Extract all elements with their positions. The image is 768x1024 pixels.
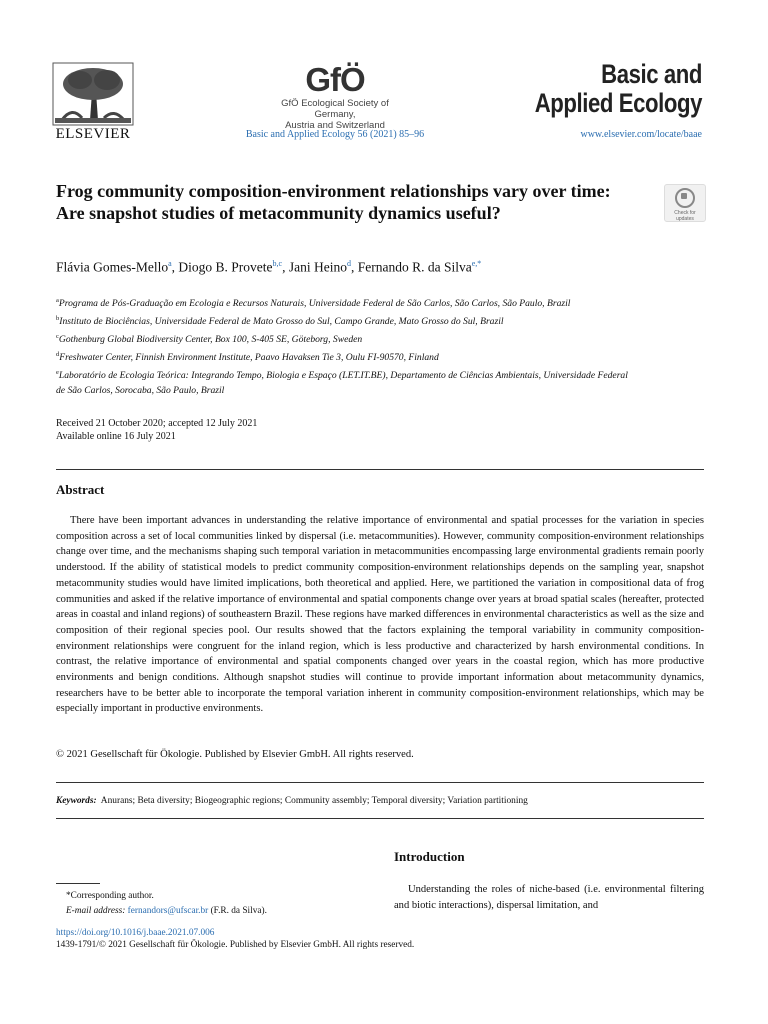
divider (56, 469, 704, 470)
author-name[interactable]: Flávia Gomes-Mello (56, 259, 169, 275)
available-date: Available online 16 July 2021 (56, 431, 176, 442)
divider (56, 818, 704, 819)
corresponding-author-note: *Corresponding author. (66, 891, 154, 901)
abstract-heading: Abstract (56, 482, 105, 497)
footnote-divider (56, 883, 100, 884)
keywords-text: Anurans; Beta diversity; Biogeographic regions; Community assembly; Temporal diversity; Variation partitioning (100, 796, 528, 806)
received-date: Received 21 October 2020; accepted 12 July 2021 (56, 418, 258, 429)
issn-line: 1439-1791/© 2021 Gesellschaft für Ökologie. Published by Elsevier GmbH. All rights reserved. (56, 940, 415, 950)
society-mark: GfÖ (305, 61, 365, 98)
introduction-heading: Introduction (394, 849, 465, 864)
affiliations (56, 294, 636, 399)
abstract-text: There have been important advances in understanding the relative importance of environmental and spatial processes for the variation in species composition across a set of local communities linked by dispersal (i.e. metacommunities). However, community composition-environment relationships change over time, and the mechanisms shaping such temporal variation in metacommunities encompassing large environmental gradients remain poorly understood. If the ability of statistical models to predict community composition-environment relationships depends on the sampling year, snapshot metacommunity studies would have limited implications, both theoretical and applied. Here, we partitioned the variation in compositional data of frog communities and asked if the relative importance of environmental and spatial components change over years at broad spatial scales (hereafter, protected areas in coastal and inland regions) of southeastern Brazil. These regions have marked differences in environmental characteristics as well as the size and composition of their regional species pool. Our results showed that the factors explaining the temporal variability in community composition-environment relationships were congruent for the inland region, which is less productive and characterized by harsh environmental conditions. In contrast, the relative importance of environmental and spatial components changed over years in the coastal region, which has more productive environments and benign conditions. Although snapshot studies will continue to provide important information about metacommunity dynamics, researchers have to be better able to incorporate the temporal variation inherent in community composition-environment relationships, which may be especially important in productive environments. (56, 515, 704, 715)
article-dates (56, 417, 257, 443)
doi-block (56, 927, 414, 951)
affiliation-item: $^e$Laboratório de Ecologia Teórica: Integrando Tempo, Biologia e Espaço (LET.IT.BE), Departamento de Ciências Ambientais, Universidade Federal de São Carlos, Sorocaba, São Paulo, Brazil (56, 368, 628, 396)
keywords (56, 796, 528, 806)
abstract-copyright: © 2021 Gesellschaft für Ökologie. Published by Elsevier GmbH. All rights reserved. (56, 749, 414, 760)
email-link[interactable]: fernandors@ufscar.br (127, 905, 209, 916)
affiliation-item: $^d$Freshwater Center, Finnish Environment Institute, Paavo Havaksen Tie 3, Oulu FI-90570, Finland (56, 350, 439, 364)
doi-link[interactable]: https://doi.org/10.1016/j.baae.2021.07.006 (56, 928, 215, 938)
affiliation-item: $^c$Gothenburg Global Biodiversity Center, Box 100, S-405 SE, Göteborg, Sweden (56, 332, 363, 346)
journal-title: Basic and Applied Ecology (534, 59, 702, 118)
publisher-name: ELSEVIER (55, 126, 131, 142)
introduction-text: Understanding the roles of niche-based (i.e. environmental filtering and biotic interactions), dispersal limitation, and (394, 884, 704, 911)
keywords-label: Keywords: (56, 796, 97, 806)
society-logo (260, 62, 410, 131)
author-name[interactable]: Diogo B. Provete (178, 259, 273, 275)
article-title: Frog community composition-environment relationships vary over time: Are snapshot studies of metacommunity dynamics useful? (56, 181, 611, 223)
society-name: GfÖ Ecological Society of Germany, Austria and Switzerland (281, 98, 389, 131)
update-icon (675, 188, 695, 208)
author-list: Flávia Gomes-Mello$^a$, Diogo B. Provete$^{b,c}$, Jani Heino$^d$, Fernando R. da Silva$^{e,*}$ (56, 259, 482, 275)
author-name[interactable]: Fernando R. da Silva (357, 259, 472, 275)
author-name[interactable]: Jani Heino (288, 259, 347, 275)
email-line: E-mail address: fernandors@ufscar.br (F.R. da Silva). (66, 905, 267, 916)
affiliation-item: $^b$Instituto de Biociências, Universidade Federal de Mato Grosso do Sul, Campo Grande, Mato Grosso do Sul, Brazil (56, 314, 504, 328)
affiliation-item: $^a$Programa de Pós-Graduação em Ecologia e Recursos Naturais, Universidade Federal de São Carlos, São Carlos, São Paulo, Brazil (56, 297, 571, 310)
divider (56, 782, 704, 783)
journal-citation[interactable]: Basic and Applied Ecology 56 (2021) 85–96 (245, 129, 425, 140)
footnote (66, 889, 267, 918)
journal-url-link[interactable]: www.elsevier.com/locate/baae (580, 129, 702, 140)
check-for-updates-button[interactable]: Check for updates (664, 184, 706, 222)
